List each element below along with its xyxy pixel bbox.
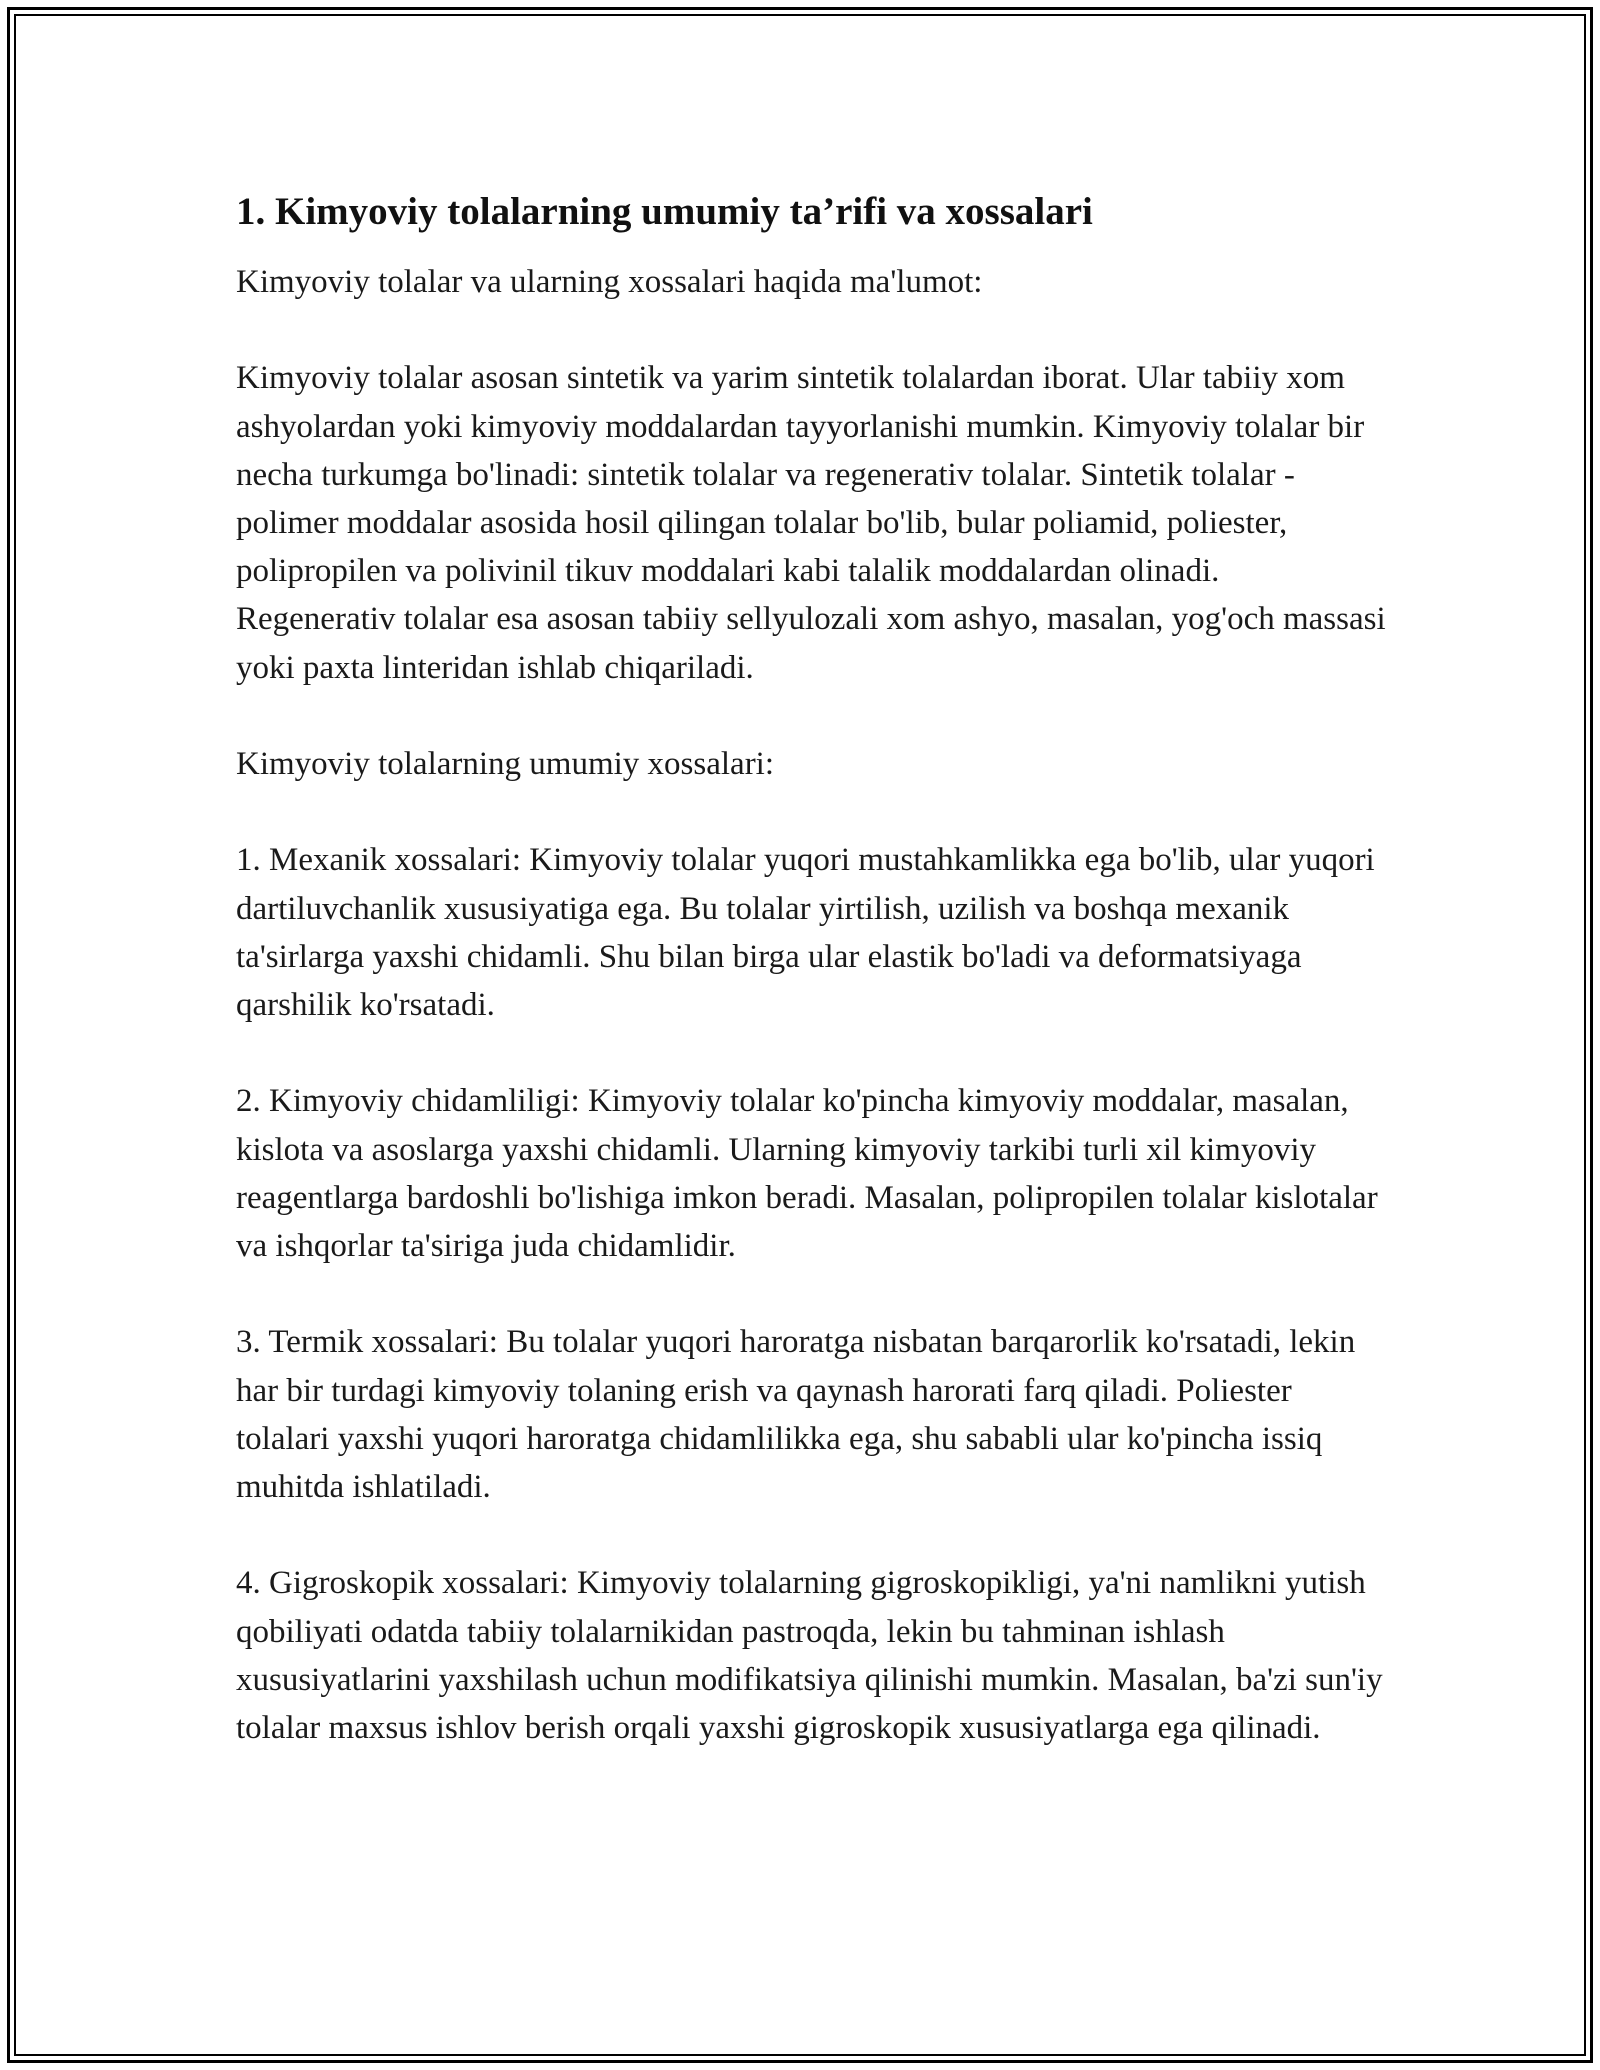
overview-paragraph: Kimyoviy tolalar asosan sintetik va yarim sintetik tolalardan iborat. Ular tabiiy xom ashyolardan yoki kimyoviy moddalardan tayyorlanishi mumkin. Kimyoviy tolalar bir necha turkumga bo'linadi: sintetik tolalar va regenerativ tolalar. Sintetik tolalar - polimer moddalar asosida hosil qilingan tolalar bo'lib, bular poliamid, poliester, polipropilen va polivinil tikuv moddalari kabi talalik moddalardan olinadi. Regenerativ tolalar esa asosan tabiiy sellyulozali xom ashyo, masalan, yog'och massasi yoki paxta linteridan ishlab chiqariladi.	[236, 360, 1386, 686]
chemical-resistance-paragraph: 2. Kimyoviy chidamliligi: Kimyoviy tolalar ko'pincha kimyoviy moddalar, masalan, kislota va asoslarga yaxshi chidamli. Ularning kimyoviy tarkibi turli xil kimyoviy reagentlarga bardoshli bo'lishiga imkon beradi. Masalan, polipropilen tolalar kislotalar va ishqorlar ta'siriga juda chidamlidir.	[236, 1083, 1378, 1264]
properties-subheading: Kimyoviy tolalarning umumiy xossalari:	[236, 746, 775, 782]
thermal-properties-paragraph: 3. Termik xossalari: Bu tolalar yuqori haroratga nisbatan barqarorlik ko'rsatadi, lekin har bir turdagi kimyoviy tolaning erish va qaynash harorati farq qiladi. Poliester tolalari yaxshi yuqori haroratga chidamlilikka ega, shu sababli ular ko'pincha issiq muhitda ishlatiladi.	[236, 1324, 1356, 1505]
hygroscopic-properties-paragraph: 4. Gigroskopik xossalari: Kimyoviy tolalarning gigroskopikligi, ya'ni namlikni yutish qobiliyati odatda tabiiy tolalarnikidan pastroqda, lekin bu tahminan ishlash xususiyatlarini yaxshilash uchun modifikatsiya qilinishi mumkin. Masalan, ba'zi sun'iy tolalar maxsus ishlov berish orqali yaxshi gigroskopik xususiyatlarga ega qilinadi.	[236, 1565, 1383, 1746]
intro-paragraph: Kimyoviy tolalar va ularning xossalari haqida ma'lumot:	[236, 264, 983, 300]
document-body	[236, 186, 1386, 1752]
section-heading: 1. Kimyoviy tolalarning umumiy ta’rifi va xossalari	[236, 190, 1093, 233]
mechanical-properties-paragraph: 1. Mexanik xossalari: Kimyoviy tolalar yuqori mustahkamlikka ega bo'lib, ular yuqori dartiluvchanlik xususiyatiga ega. Bu tolalar yirtilish, uzilish va boshqa mexanik ta'sirlarga yaxshi chidamli. Shu bilan birga ular elastik bo'ladi va deformatsiyaga qarshilik ko'rsatadi.	[236, 842, 1375, 1023]
